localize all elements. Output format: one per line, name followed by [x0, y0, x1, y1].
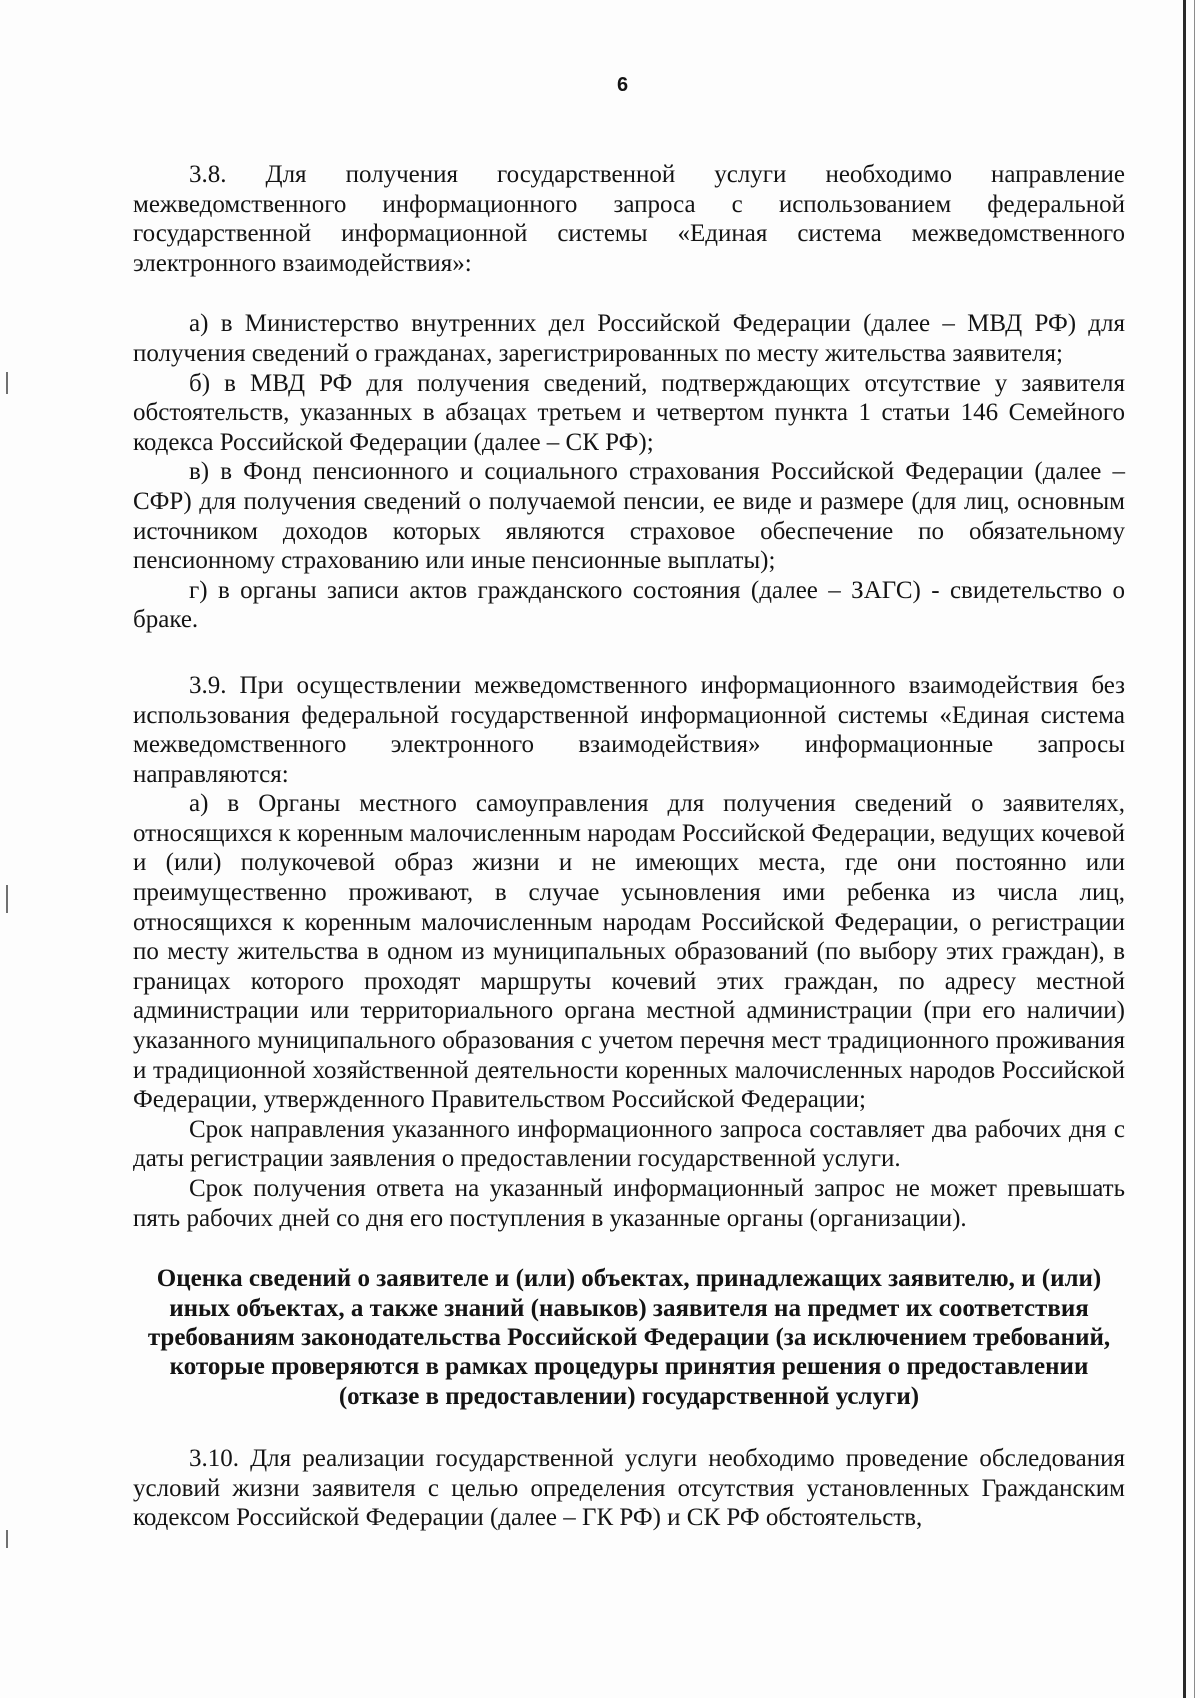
section-3-9-item-a: а) в Органы местного самоуправления для получения сведений о заявителях, относящихся к коренным малочисленным народам Российской Федерации, ведущих кочевой и (или) полукочевой образ жизни и не имеющих места, где они постоянно или преимущественно проживают, в случае усыновления ими ребенка из числа лиц, относящихся к коренным малочисленным народам Российской Федерации, о регистрации по месту жительства в одном из муниципальных образований (по выбору этих граждан), в границах которого проходят маршруты кочевий этих граждан, по адресу местной администрации или территориального органа местной администрации (при его наличии) указанного муниципального образования с учетом перечня мест традиционного проживания и традиционной хозяйственной деятельности коренных малочисленных народов Российской Федерации, утвержденного Правительством Российской Федерации;: [133, 790, 1125, 1114]
scan-edge-line: [1183, 0, 1186, 1698]
section-heading: Оценка сведений о заявителе и (или) объектах, принадлежащих заявителю, и (или) иных объектах, а также знаний (навыков) заявителя на предмет их соответствия требованиям законодательства Российской Федерации (за исключением требований, которые проверяются в рамках процедуры принятия решения о предоставлении (отказе в предоставлении) государственной услуги): [147, 1265, 1111, 1410]
scan-margin-mark: [6, 885, 8, 913]
section-3-8-item-a: а) в Министерство внутренних дел Российской Федерации (далее – МВД РФ) для получения сведений о гражданах, зарегистрированных по месту жительства заявителя;: [133, 310, 1125, 367]
section-3-9-deadline-send: Срок направления указанного информационного запроса составляет два рабочих дня с даты регистрации заявления о предоставлении государственной услуги.: [133, 1115, 1125, 1173]
section-3-8-item-b: б) в МВД РФ для получения сведений, подтверждающих отсутствие у заявителя обстоятельств, указанных в абзацах третьем и четвертом пункта 1 статьи 146 Семейного кодекса Российской Федерации (далее – СК РФ);: [133, 369, 1125, 456]
scan-edge-line-thin: [1194, 0, 1195, 1698]
scan-margin-mark: [6, 372, 8, 394]
section-3-8-item-g: г) в органы записи актов гражданского состояния (далее – ЗАГС) - свидетельство о браке.: [133, 576, 1125, 634]
scan-margin-mark: [6, 1530, 8, 1548]
section-3-8-item-v: в) в Фонд пенсионного и социального страхования Российской Федерации (далее – СФР) для получения сведений о получаемой пенсии, ее виде и размере (для лиц, основным источником доходов которых являются страховое обеспечение по обязательному пенсионному страхованию или иные пенсионные выплаты);: [133, 458, 1125, 575]
document-body: [133, 160, 1125, 1533]
section-3-9-deadline-answer: Срок получения ответа на указанный информационный запрос не может превышать пять рабочих дней со дня его поступления в указанные органы (организации).: [133, 1175, 1125, 1232]
section-3-8-intro: 3.8. Для получения государственной услуги необходимо направление межведомственного информационного запроса с использованием федеральной государственной информационной системы «Единая система межведомственного электронного взаимодействия»:: [133, 161, 1125, 277]
section-3-10-intro: 3.10. Для реализации государственной услуги необходимо проведение обследования условий жизни заявителя с целью определения отсутствия установленных Гражданским кодексом Российской Федерации (далее – ГК РФ) и СК РФ обстоятельств,: [133, 1445, 1125, 1532]
page-number: 6: [616, 74, 629, 96]
section-3-9-intro: 3.9. При осуществлении межведомственного информационного взаимодействия без использования федеральной государственной информационной системы «Единая система межведомственного электронного взаимодействия» информационные запросы направляются:: [133, 671, 1125, 788]
